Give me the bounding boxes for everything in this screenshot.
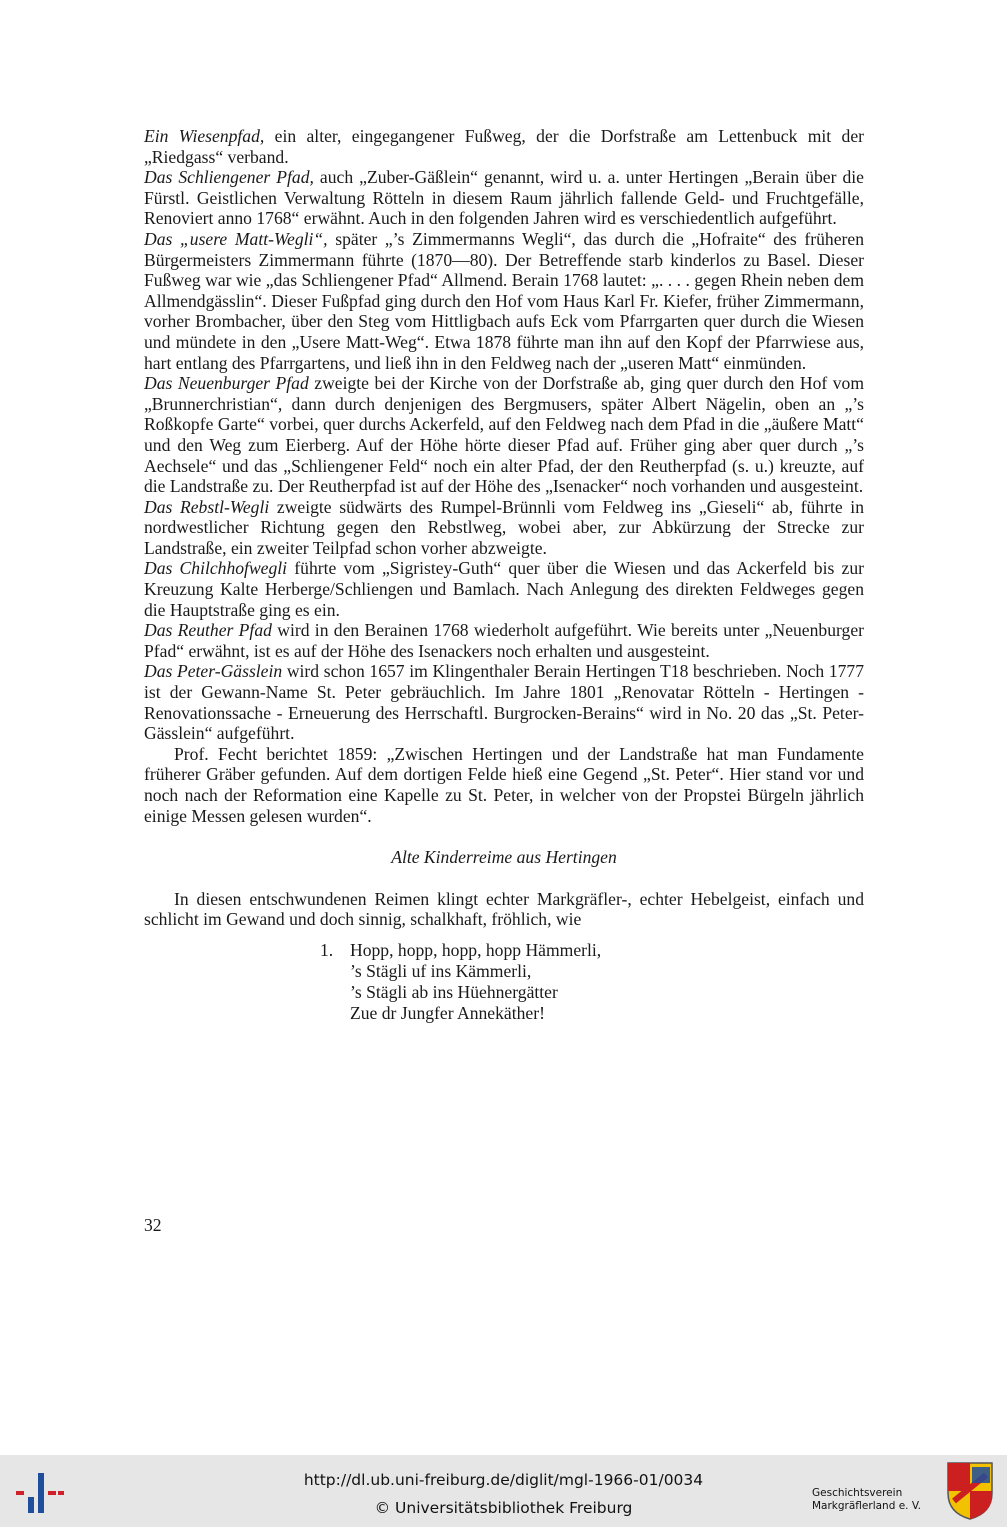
poem-line: Zue dr Jungfer Annekäther! bbox=[350, 1002, 545, 1023]
poem bbox=[320, 940, 864, 1024]
paragraph-lead: Ein Wiesenpfad, bbox=[144, 126, 265, 146]
paragraph-schliengener-pfad bbox=[144, 167, 864, 229]
footer-copyright: © Universitätsbibliothek Freiburg bbox=[374, 1499, 633, 1517]
footer-org-line: Markgräflerland e. V. bbox=[812, 1500, 922, 1512]
paragraph-chilchhofwegli bbox=[144, 558, 864, 620]
paragraph-wiesenpfad bbox=[144, 126, 864, 167]
paragraph-text: zweigte südwärts des Rumpel-Brünnli vom Feldweg ins „Gieseli“ ab, führte in nordwestlicher Richtung gegen den Rebstlweg, wobei aber, zur Abkürzung der Strecke zur Landstraße, ein zweiter Teilpfad schon vorher abzweigte. bbox=[144, 496, 864, 558]
poem-number: 1. bbox=[320, 939, 334, 960]
markgraeflerland-crest-icon bbox=[946, 1461, 994, 1521]
paragraph-fecht-quote: Prof. Fecht berichtet 1859: „Zwischen Hertingen und der Landstraße hat man Fundamente früherer Gräber gefunden. Auf dem dortigen Felde hieß eine Gegend „St. Peter“. Hier stand vor und noch nach der Reformation eine Kapelle zu St. Peter, in welcher von der Propstei Bürgeln jährlich einige Messen gelesen wurden“. bbox=[144, 743, 864, 826]
poem-line-text: Hopp, hopp, hopp, hopp Hämmerli, bbox=[350, 939, 602, 960]
paragraph-rebstl-wegli bbox=[144, 497, 864, 559]
paragraph-lead: Das Reuther Pfad bbox=[144, 620, 272, 641]
paragraph-usere-matt-wegli bbox=[144, 229, 864, 373]
paragraph-intro: In diesen entschwundenen Reimen klingt echter Markgräfler-, echter Hebelgeist, einfach und schlicht im Gewand und doch sinnig, schalkhaft, fröhlich, wie bbox=[144, 888, 864, 930]
paragraph-lead: Das Neuenburger Pfad bbox=[144, 373, 309, 394]
paragraph-peter-gaesslein bbox=[144, 661, 864, 743]
paragraph-text: zweigte bei der Kirche von der Dorfstraße ab, ging quer durch den Hof vom „Brunnerchristian“, dann durch denjenigen des Bergmusers, später Albert Nägelin, oben an „’s Roßkopfe Garte“ vorbei, quer durchs Ackerfeld, auf den Feldweg nach dem Pfad in die „äußere Matt“ und den Weg zum Eierberg. Auf der Höhe hörte dieser Pfad auf. Früher ging aber quer durch „’s Aechsele“ und das „Schliengener Feld“ noch ein alter Pfad, der den Reutherpfad (s. u.) kreuzte, auf die Landstraße zu. Der Reutherpfad ist auf der Höhe des „Isenacker“ noch vorhanden und ausgesteint. bbox=[144, 373, 864, 497]
paragraph-text: ein alter, eingegangener Fußweg, der die Dorfstraße am Lettenbuck mit der „Riedgass“ verband. bbox=[144, 126, 864, 167]
section-heading: Alte Kinderreime aus Hertingen bbox=[391, 847, 617, 868]
paragraph-text: führte vom „Sigristey-Guth“ quer über die Wiesen und das Ackerfeld bis zur Kreuzung Kalte Herberge/Schliengen und Bamlach. Nach Anlegung des direkten Feldweges gegen die Hauptstraße ging es ein. bbox=[144, 558, 864, 620]
poem-line: ’s Stägli uf ins Kämmerli, bbox=[350, 960, 532, 981]
paragraph-neuenburger-pfad bbox=[144, 373, 864, 497]
paragraph-text: wird in den Berainen 1768 wiederholt aufgeführt. Wie bereits unter „Neuenburger Pfad“ erwähnt, ist es auf der Höhe des Isenackers noch erhalten und ausgesteint. bbox=[144, 620, 865, 661]
footer-org-line: Geschichtsverein bbox=[812, 1487, 903, 1499]
paragraph-text: wird schon 1657 im Klingenthaler Berain Hertingen T18 beschrieben. Noch 1777 ist der Gewann-Name St. Peter gebräuchlich. Im Jahre 1801 „Renovatar Rötteln - Hertingen - Renovationssache - Erneuerung des Herrschaftl. Burgrocken-Berains“ wird in No. 20 das „St. Peter-Gässlein“ aufgeführt. bbox=[144, 661, 865, 744]
paragraph-lead: Das Schliengener Pfad, bbox=[144, 167, 314, 188]
poem-line: ’s Stägli ab ins Hüehnergätter bbox=[350, 981, 558, 1002]
footer-organization bbox=[812, 1487, 938, 1513]
paragraph-lead: Das „usere Matt-Wegli“, bbox=[144, 228, 328, 249]
paragraph-lead: Das Peter-Gässlein bbox=[144, 661, 283, 682]
paragraph-lead: Das Chilchhofwegli bbox=[144, 558, 288, 579]
paragraph-lead: Das Rebstl-Wegli bbox=[144, 496, 270, 517]
body-text bbox=[144, 126, 864, 1024]
paragraph-reuther-pfad bbox=[144, 620, 864, 661]
footer-url-link[interactable]: http://dl.ub.uni-freiburg.de/diglit/mgl-1966-01/0034 bbox=[303, 1471, 704, 1489]
paragraph-text: später „’s Zimmermanns Wegli“, das durch die „Hofraite“ des früheren Bürgermeisters Zimmermann führte (1870—80). Der Betreffende starb kinderlos zu Basel. Dieser Fußweg war wie „das Schliengener Pfad“ Allmend. Berain 1768 lautet: „. . . . gegen Rhein neben dem Allmendgässlin“. Dieser Fußpfad ging durch den Hof vom Haus Karl Fr. Kiefer, früher Zimmermann, vorher Brombacher, über den Steg vom Hittligbach aufs Eck vom Pfarrgarten quer durch die Wiesen und mündete in den „Usere Matt-Weg“. Etwa 1878 führte man ihn auf den Kopf der Pfarrwiese aus, hart entlang des Pfarrgartens, und ließ ihn in den Feldweg nach der „useren Matt“ einmünden. bbox=[144, 228, 864, 373]
poem-line bbox=[320, 940, 864, 961]
page-number: 32 bbox=[144, 1215, 162, 1235]
footer-bar bbox=[0, 1455, 1007, 1527]
paragraph-text: auch „Zuber-Gäßlein“ genannt, wird u. a. unter Hertingen „Berain über die Fürstl. Geistlichen Verwaltung Rötteln in diesem Raum jährlich fallende Geld- und Fruchtgefälle, Renoviert anno 1768“ erwähnt. Auch in den folgenden Jahren wird es verschiedentlich aufgeführt. bbox=[144, 167, 864, 229]
